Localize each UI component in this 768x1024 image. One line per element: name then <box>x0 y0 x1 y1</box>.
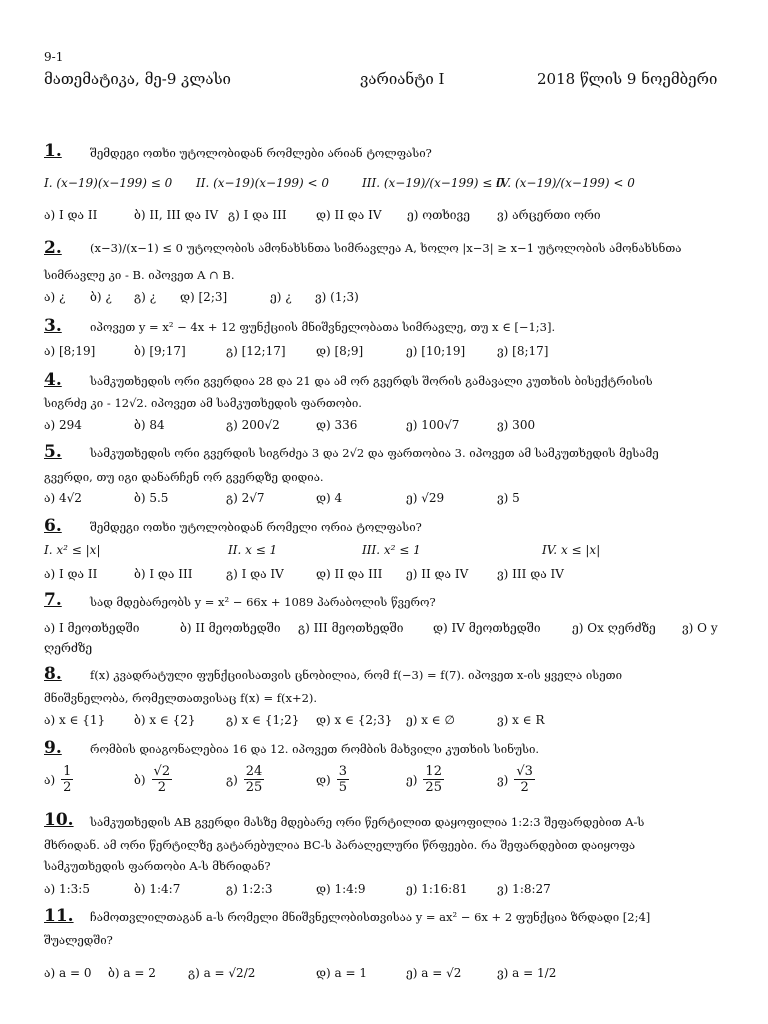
option[interactable]: ვ) 5 <box>497 491 520 505</box>
option[interactable]: გ) 1:2:3 <box>226 882 273 896</box>
option[interactable]: ა) 294 <box>44 418 82 432</box>
question-number: 3. <box>44 316 62 336</box>
question-text-cont: მხრიდან. ამ ორი წერტილზე გატარებულია BC-ს პარალელური წრფეები. რა შეფარდებით დაიყოფა <box>44 838 636 852</box>
question-number: 7. <box>44 590 62 610</box>
option[interactable]: ვ) III და IV <box>497 567 564 581</box>
option[interactable]: ა) I და II <box>44 208 98 222</box>
doc-code: 9-1 <box>44 50 64 64</box>
fraction-numerator: √3 <box>516 764 533 779</box>
question-text: სამკუთხედის ორი გვერდის სიგრძეა 3 და 2√2 და ფართობია 3. იპოვეთ ამ სამკუთხედის მესამე <box>90 446 659 460</box>
option-label: დ) <box>316 772 331 787</box>
option[interactable]: ა) a = 0 <box>44 966 92 980</box>
question-number: 5. <box>44 442 62 462</box>
question-text: სამკუთხედის ორი გვერდია 28 და 21 და ამ ორ გვერდს შორის გამავალი კუთხის ბისექტრისის <box>90 374 653 388</box>
fraction-numerator: 3 <box>338 764 347 779</box>
question-text-cont: გვერდი, თუ იგი დანარჩენ ორ გვერდზე დიდია. <box>44 470 324 484</box>
option[interactable]: ვ) O y <box>682 621 718 635</box>
fraction-denominator: 2 <box>63 780 72 795</box>
option[interactable]: გ) III მეოთხედში <box>298 621 404 635</box>
question-number: 9. <box>44 738 62 758</box>
option[interactable]: ა) 4√2 <box>44 491 82 505</box>
option-label: ე) <box>406 772 418 787</box>
statement: II. (x−19)(x−199) < 0 <box>196 176 329 190</box>
option[interactable]: ბ) II, III და IV <box>134 208 219 222</box>
option[interactable]: ა) 1:3:5 <box>44 882 90 896</box>
option[interactable]: ა) ¿ <box>44 290 66 304</box>
option[interactable]: დ) [8;9] <box>316 344 364 358</box>
statement: III. x² ≤ 1 <box>362 543 421 557</box>
question-text-cont: შუალედში? <box>44 933 113 947</box>
option[interactable] <box>406 764 444 795</box>
option-label: გ) <box>226 772 238 787</box>
option-cont: ღერძზე <box>44 641 93 655</box>
question-text-cont: მნიშვნელობა, რომელთათვისაც f(x) = f(x+2). <box>44 691 318 705</box>
statement: II. x ≤ 1 <box>228 543 278 557</box>
option[interactable]: ბ) [9;17] <box>134 344 186 358</box>
exam-date: 2018 წლის 9 ნოემბერი <box>537 70 718 88</box>
option-label: ვ) <box>497 772 509 787</box>
option[interactable]: ბ) 5.5 <box>134 491 169 505</box>
option[interactable]: დ) 1:4:9 <box>316 882 366 896</box>
fraction-denominator: 25 <box>245 780 263 795</box>
option[interactable]: ე) [10;19] <box>406 344 466 358</box>
fraction-denominator: 25 <box>425 780 442 795</box>
fraction <box>244 764 265 795</box>
variant-title: ვარიანტი I <box>360 70 445 88</box>
option[interactable]: ვ) [8;17] <box>497 344 549 358</box>
option[interactable]: დ) a = 1 <box>316 966 367 980</box>
question-text: სამკუთხედის AB გვერდი მასზე მდებარე ორი წერტილით დაყოფილია 1:2:3 შეფარდებით A-ს <box>90 815 645 829</box>
question-number: 10. <box>44 810 74 830</box>
fraction <box>423 764 444 795</box>
question-text-cont: სიმრავლე კი - B. იპოვეთ A ∩ B. <box>44 268 235 282</box>
option[interactable]: ვ) 300 <box>497 418 536 432</box>
option[interactable]: ე) Ox ღერძზე <box>572 621 656 635</box>
question-text-cont: სიგრძე კი - 12√2. იპოვეთ ამ სამკუთხედის ფართობი. <box>44 396 362 410</box>
option[interactable]: ა) I და II <box>44 567 98 581</box>
option[interactable]: ვ) a = 1/2 <box>497 966 557 980</box>
option[interactable]: დ) II და IV <box>316 208 382 222</box>
option[interactable]: ა) x ∈ {1} <box>44 713 106 727</box>
option[interactable]: ბ) II მეოთხედში <box>180 621 281 635</box>
option[interactable]: გ) I და IV <box>226 567 284 581</box>
question-number: 11. <box>44 906 74 926</box>
option[interactable]: ე) √29 <box>406 491 445 505</box>
fraction-denominator: 2 <box>157 780 166 795</box>
option[interactable]: ე) a = √2 <box>406 966 462 980</box>
fraction-denominator: 2 <box>520 780 529 795</box>
option[interactable]: ე) 100√7 <box>406 418 460 432</box>
option[interactable]: გ) [12;17] <box>226 344 286 358</box>
question-text: (x−3)/(x−1) ≤ 0 უტოლობის ამონახსნთა სიმრავლეა A, ხოლო |x−3| ≥ x−1 უტოლობის ამონახსნთა <box>90 241 682 255</box>
subject-title: მათემატიკა, მე-9 კლასი <box>44 70 231 88</box>
option[interactable]: ე) ოთხივე <box>407 208 470 222</box>
question-text: რომბის დიაგონალებია 16 და 12. იპოვეთ რომბის მახვილი კუთხის სინუსი. <box>90 742 540 756</box>
option[interactable]: დ) 4 <box>316 491 343 505</box>
question-text: ჩამოთვლილთაგან a-ს რომელი მნიშვნელობისთვისაა y = ax² − 6x + 2 ფუნქცია ზრდადი [2;4] <box>90 910 651 924</box>
statement: IV. (x−19)/(x−199) < 0 <box>496 176 635 190</box>
option[interactable]: გ) ¿ <box>134 290 157 304</box>
option-label: ბ) <box>134 772 146 787</box>
option[interactable]: ე) x ∈ ∅ <box>406 713 455 727</box>
option-label: ა) <box>44 772 56 787</box>
question-text: შემდეგი ოთხი უტოლობიდან რომელი ორია ტოლფასი? <box>90 520 422 534</box>
option[interactable]: ა) [8;19] <box>44 344 96 358</box>
option[interactable]: ვ) (1;3) <box>315 290 359 304</box>
option[interactable]: ვ) არცერთი ორი <box>497 208 601 222</box>
option[interactable] <box>497 764 535 795</box>
option[interactable] <box>134 764 172 795</box>
fraction-numerator: 24 <box>245 764 263 779</box>
option[interactable] <box>44 764 73 795</box>
option[interactable]: ბ) 1:4:7 <box>134 882 181 896</box>
question-number: 2. <box>44 238 62 258</box>
option[interactable]: ბ) I და III <box>134 567 193 581</box>
option[interactable]: ბ) ¿ <box>90 290 112 304</box>
question-text: იპოვეთ y = x² − 4x + 12 ფუნქციის მნიშვნელობათა სიმრავლე, თუ x ∈ [−1;3]. <box>90 320 556 334</box>
statement: I. x² ≤ |x| <box>44 543 101 557</box>
option[interactable]: დ) x ∈ {2;3} <box>316 713 393 727</box>
option[interactable]: დ) IV მეოთხედში <box>433 621 541 635</box>
option[interactable]: დ) [2;3] <box>180 290 228 304</box>
question-text-cont: სამკუთხედის ფართობი A-ს მხრიდან? <box>44 859 271 873</box>
question-number: 4. <box>44 370 62 390</box>
fraction-denominator: 5 <box>338 780 347 795</box>
option[interactable]: ვ) 1:8:27 <box>497 882 551 896</box>
fraction-numerator: 12 <box>425 764 442 779</box>
option[interactable]: გ) x ∈ {1;2} <box>226 713 300 727</box>
option[interactable]: გ) a = √2/2 <box>188 966 256 980</box>
option[interactable]: ვ) x ∈ R <box>497 713 545 727</box>
option[interactable]: გ) 2√7 <box>226 491 265 505</box>
fraction <box>514 764 535 795</box>
option[interactable]: გ) 200√2 <box>226 418 280 432</box>
option[interactable]: დ) II და III <box>316 567 383 581</box>
statement: IV. x ≤ |x| <box>542 543 601 557</box>
option[interactable] <box>226 764 264 795</box>
option[interactable]: გ) I და III <box>228 208 287 222</box>
option[interactable]: ა) I მეოთხედში <box>44 621 140 635</box>
option[interactable]: ბ) 84 <box>134 418 165 432</box>
fraction <box>61 764 73 795</box>
fraction <box>152 764 173 795</box>
question-number: 8. <box>44 664 62 684</box>
question-text: f(x) კვადრატული ფუნქციისათვის ცნობილია, რომ f(−3) = f(7). იპოვეთ x-ის ყველა ისეთი <box>90 668 623 682</box>
question-number: 1. <box>44 141 62 161</box>
statement: III. (x−19)/(x−199) ≤ 0 <box>362 176 504 190</box>
question-number: 6. <box>44 516 62 536</box>
question-text: სად მდებარეობს y = x² − 66x + 1089 პარაბოლის წვერო? <box>90 595 436 609</box>
option[interactable]: ბ) x ∈ {2} <box>134 713 196 727</box>
option[interactable]: ე) 1:16:81 <box>406 882 468 896</box>
fraction-numerator: √2 <box>153 764 171 779</box>
option[interactable]: ე) II და IV <box>406 567 469 581</box>
fraction-numerator: 1 <box>63 764 72 779</box>
fraction <box>337 764 349 795</box>
question-text: შემდეგი ოთხი უტოლობიდან რომლები არიან ტოლფასი? <box>90 146 432 160</box>
option[interactable]: ბ) a = 2 <box>108 966 156 980</box>
option[interactable]: ე) ¿ <box>270 290 292 304</box>
option[interactable]: დ) 336 <box>316 418 358 432</box>
statement: I. (x−19)(x−199) ≤ 0 <box>44 176 173 190</box>
option[interactable] <box>316 764 349 795</box>
